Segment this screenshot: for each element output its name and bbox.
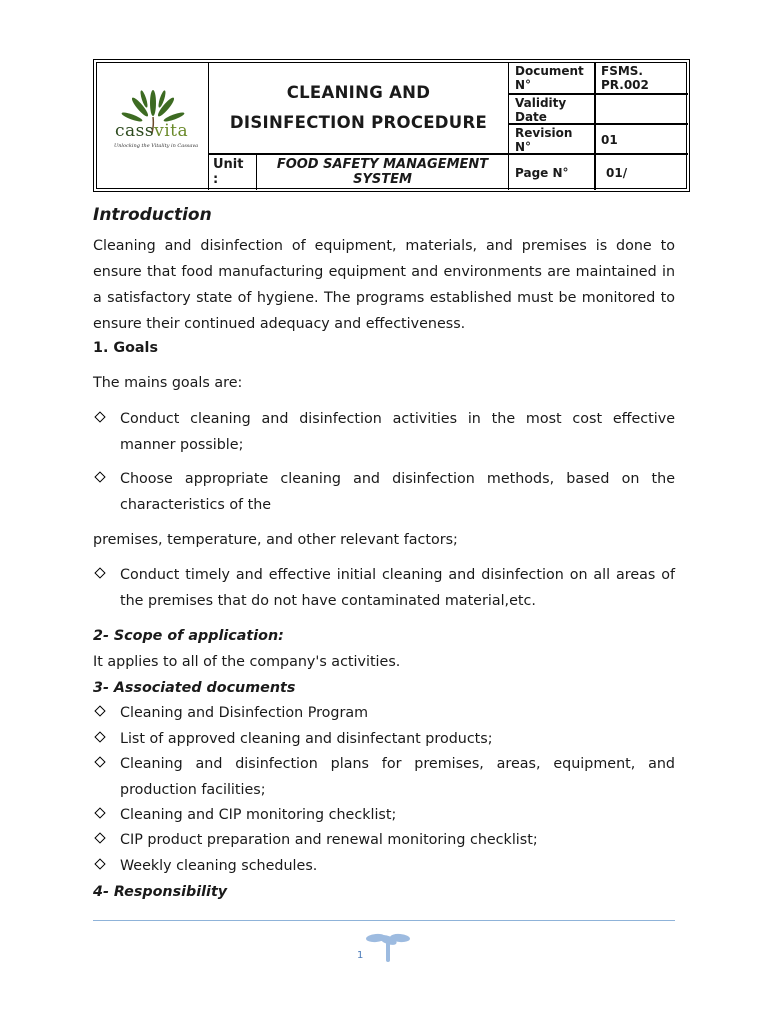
list-item-text: Cleaning and disinfection plans for premises, areas, equipment, and production facilities; — [120, 756, 675, 798]
footer-leaf-watermark-icon — [362, 928, 412, 968]
document-header-table — [93, 59, 690, 192]
introduction-heading: Introduction — [93, 205, 212, 225]
diamond-bullet-icon — [94, 411, 105, 422]
scope-text: It applies to all of the company's activities. — [93, 654, 401, 670]
page-number-value: 01/ — [595, 154, 688, 190]
title-line-1: CLEANING AND — [286, 83, 431, 102]
goals-lead: The mains goals are: — [93, 375, 243, 391]
list-item-text: List of approved cleaning and disinfectant products; — [120, 731, 493, 747]
list-item — [93, 562, 675, 614]
list-item — [93, 466, 675, 518]
diamond-bullet-icon — [94, 858, 105, 869]
list-item-text: CIP product preparation and renewal monitoring checklist; — [120, 832, 538, 848]
revision-number-value: 01 — [595, 124, 688, 154]
list-item-text: Choose appropriate cleaning and disinfection methods, based on the characteristics of the — [120, 471, 675, 513]
list-item — [93, 751, 675, 803]
list-item-text: Cleaning and CIP monitoring checklist; — [120, 807, 397, 823]
list-item — [93, 726, 675, 752]
brand-tagline: Unlocking the Vitality in Cassava — [114, 143, 199, 149]
footer-divider — [93, 920, 675, 921]
diamond-bullet-icon — [94, 471, 105, 482]
unit-label: Unit : — [209, 154, 257, 190]
list-item-text: Conduct timely and effective initial cleaning and disinfection on all areas of the premises that do not have contaminated material,etc. — [120, 567, 675, 609]
revision-number-label: Revision N° — [508, 124, 595, 154]
goals-continuation: premises, temperature, and other relevant factors; — [93, 532, 458, 548]
diamond-bullet-icon — [94, 807, 105, 818]
goals-heading: 1. Goals — [93, 340, 158, 356]
list-item-text: Conduct cleaning and disinfection activities in the most cost effective manner possible; — [120, 411, 675, 453]
scope-heading: 2- Scope of application: — [93, 628, 284, 644]
list-item — [93, 406, 675, 458]
unit-value: FOOD SAFETY MANAGEMENT SYSTEM — [257, 154, 508, 190]
diamond-bullet-icon — [94, 731, 105, 742]
introduction-text: Cleaning and disinfection of equipment, materials, and premises is done to ensure that food manufacturing equipment and environments are maintained in a satisfactory state of hygiene. The programs established must be monitored to ensure their continued adequacy and effectiveness. — [93, 238, 675, 332]
page-number: 1 — [357, 950, 364, 961]
page-number-label: Page N° — [508, 154, 595, 190]
list-item-text: Weekly cleaning schedules. — [120, 858, 318, 874]
documents-heading: 3- Associated documents — [93, 680, 296, 696]
diamond-bullet-icon — [94, 567, 105, 578]
diamond-bullet-icon — [94, 756, 105, 767]
document-number-value: FSMS. PR.002 — [595, 63, 688, 94]
document-title — [209, 63, 508, 154]
title-line-2: DISINFECTION PROCEDURE — [229, 113, 488, 132]
diamond-bullet-icon — [94, 705, 105, 716]
responsibility-heading: 4- Responsibility — [93, 884, 228, 900]
brand-wordmark: cassvita — [115, 121, 189, 141]
diamond-bullet-icon — [94, 832, 105, 843]
list-item — [93, 700, 675, 726]
list-item — [93, 802, 675, 828]
validity-date-value — [595, 94, 688, 124]
list-item — [93, 827, 675, 853]
list-item — [93, 853, 675, 879]
list-item-text: Cleaning and Disinfection Program — [120, 705, 369, 721]
logo-cell — [97, 63, 209, 190]
document-number-label: Document N° — [508, 63, 595, 94]
validity-date-label: Validity Date — [508, 94, 595, 124]
